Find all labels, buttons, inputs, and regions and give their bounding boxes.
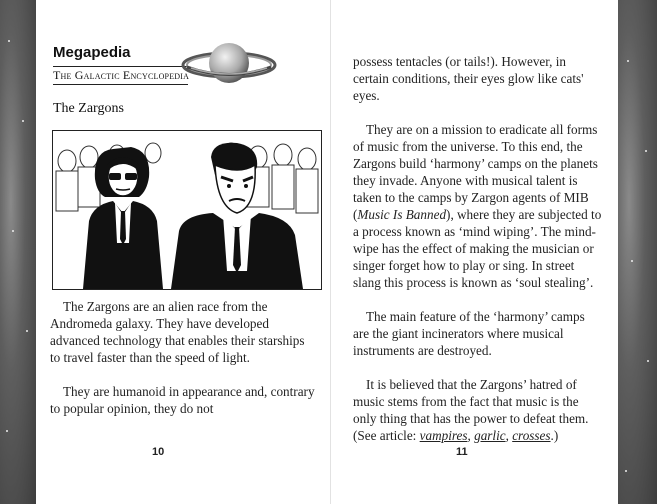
paragraph-text: They are on a mission to eradicate all forms of music from the universe. To this end, the Zargons build ‘harmony’ camps on the planets they invade. Anyone with musical talent is taken to the camps by Zargon agents of MIB ( (353, 122, 598, 222)
page-number-left: 10 (152, 446, 165, 458)
right-article-text (353, 53, 603, 461)
mib-italic-text: Music Is Banned (357, 207, 447, 222)
paragraph: The Zargons are an alien race from the Andromeda galaxy. They have developed advanced technology that enables their starships to travel faster than the speed of light. (50, 299, 305, 365)
encyclopedia-subtitle: The Galactic Encyclopedia (53, 66, 188, 85)
starfield-right (617, 0, 657, 504)
page-number-right: 11 (456, 446, 468, 458)
link-vampires[interactable]: vampires (419, 428, 468, 443)
right-page (330, 0, 618, 504)
megapedia-title: Megapedia (53, 44, 131, 61)
paragraph: They are humanoid in appearance and, contrary to popular opinion, they do not (50, 384, 315, 416)
zargon-agents-illustration (52, 130, 322, 290)
paragraph-text: ), where they are subjected to a process known as ‘mind wiping’. The mind-wipe has the effect of making the musician or singer forget how to play or sing. In street slang this process is known as ‘soul stealing’. (353, 207, 602, 290)
paragraph-text: .) (550, 428, 559, 443)
left-article-text (50, 298, 318, 434)
paragraph (353, 376, 603, 444)
paragraph-text: It is believed that the Zargons’ hatred of music stems from the fact that music is the only thing that has the power to defeat them. (See article: (353, 377, 589, 443)
link-garlic[interactable]: garlic (474, 428, 506, 443)
starfield-left (0, 0, 36, 504)
left-page (36, 0, 330, 504)
paragraph: possess tentacles (or tails!). However, in certain conditions, their eyes glow like cats' eyes. (353, 54, 584, 103)
link-crosses[interactable]: crosses (512, 428, 551, 443)
section-title: The Zargons (53, 101, 124, 116)
separator: , (505, 428, 513, 443)
paragraph: The main feature of the ‘harmony’ camps are the giant incinerators where musical instruments are destroyed. (353, 309, 585, 358)
separator: , (467, 428, 475, 443)
paragraph (353, 121, 603, 291)
saturn-planet-icon (181, 38, 277, 90)
